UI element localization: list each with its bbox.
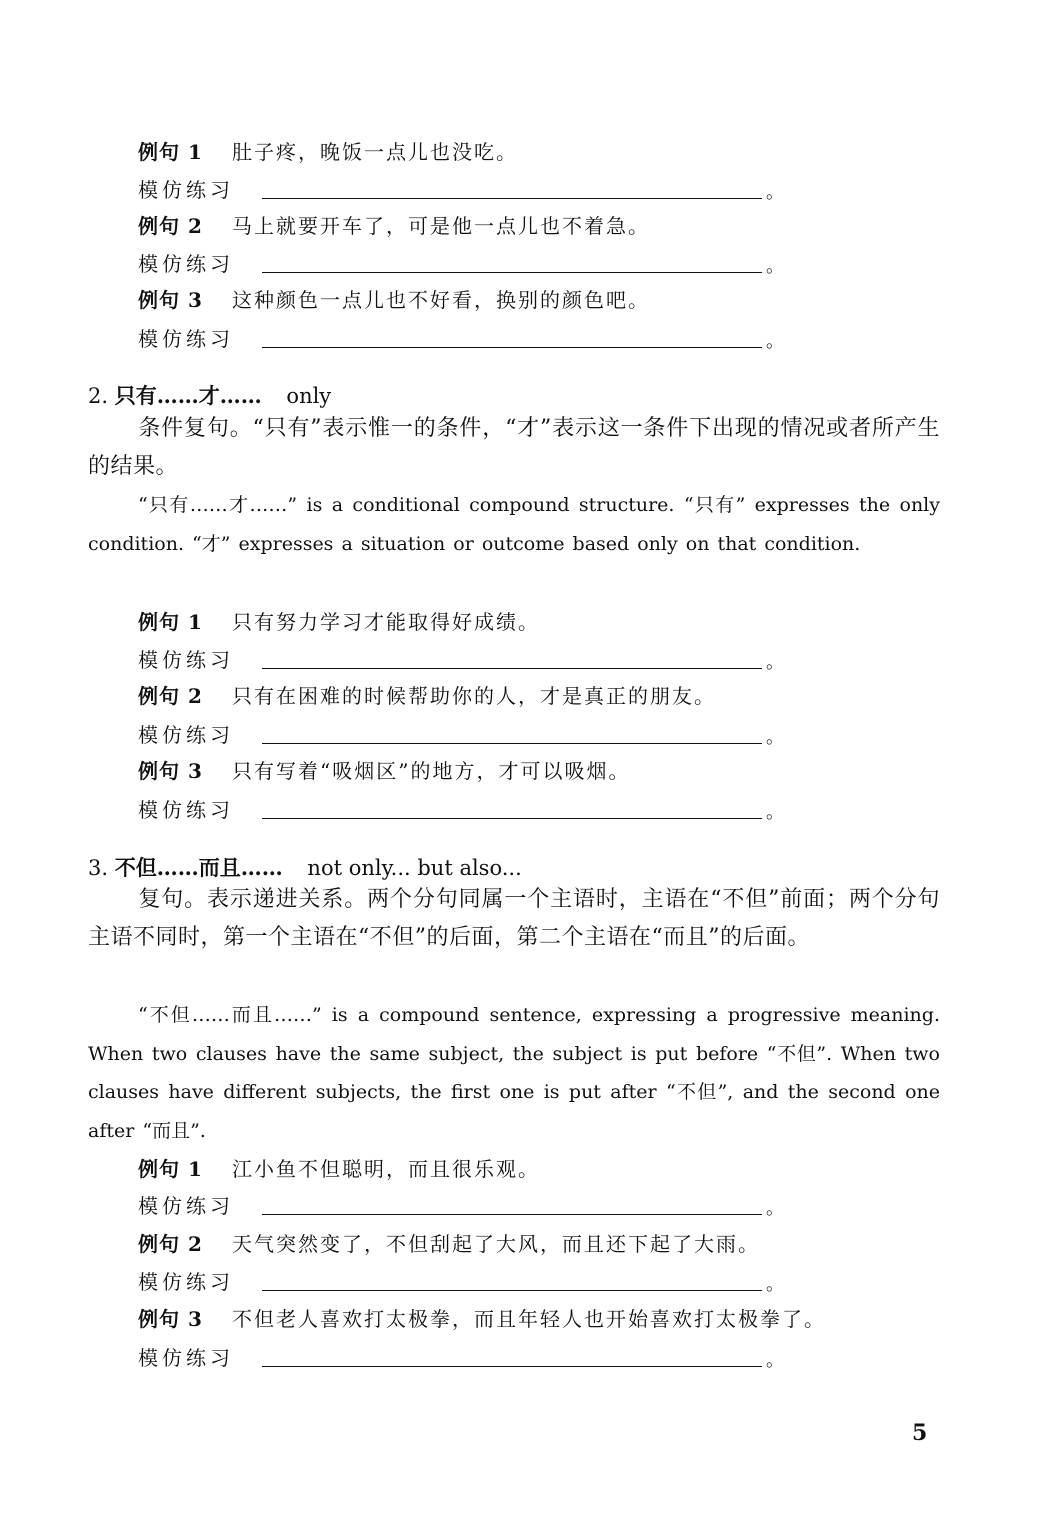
practice-answer-line[interactable] xyxy=(262,198,762,199)
practice-period: 。 xyxy=(766,182,784,203)
practice-period: 。 xyxy=(766,652,784,673)
grammar-pattern: 不但……而且…… xyxy=(114,855,283,880)
explanation-chinese: 复句。表示递进关系。两个分句同属一个主语时，主语在“不但”前面；两个分句主语不同时，第一个主语在“不但”的后面，第二个主语在“而且”的后面。 xyxy=(88,887,940,950)
explanation-english: “只有……才……” is a conditional compound structure. “只有” expresses the only condition. “才” expresses a situation or outcome based only on that condition. xyxy=(88,494,940,555)
example-sentence: 肚子疼，晚饭一点儿也没吃。 xyxy=(232,140,518,164)
explanation-english: “不但……而且……” is a compound sentence, expressing a progressive meaning. When two clauses have the same subject, the subject is put before “不但”. When two clauses have different subjects, the first one is put after “不但”, and the second one after “而且”. xyxy=(88,1004,940,1142)
practice-label: 模仿练习 xyxy=(138,178,234,202)
page-number: 5 xyxy=(912,1420,928,1446)
practice-period: 。 xyxy=(766,1350,784,1371)
example-row xyxy=(138,284,650,314)
practice-label: 模仿练习 xyxy=(138,1346,234,1370)
practice-period: 。 xyxy=(766,1198,784,1219)
example-sentence: 这种颜色一点儿也不好看，换别的颜色吧。 xyxy=(232,288,650,312)
practice-period: 。 xyxy=(766,1274,784,1295)
explanation-chinese: 条件复句。“只有”表示惟一的条件，“才”表示这一条件下出现的情况或者所产生的结果。 xyxy=(88,416,940,479)
practice-answer-line[interactable] xyxy=(262,1290,762,1291)
practice-period: 。 xyxy=(766,256,784,277)
example-label: 例句 1 xyxy=(138,140,203,164)
example-label: 例句 1 xyxy=(138,610,203,634)
example-row xyxy=(138,755,630,785)
example-sentence: 只有写着“吸烟区”的地方，才可以吸烟。 xyxy=(232,759,631,783)
grammar-pattern: 只有……才…… xyxy=(114,383,262,408)
practice-period: 。 xyxy=(766,331,784,352)
example-label: 例句 3 xyxy=(138,1307,203,1331)
section-heading xyxy=(88,852,522,882)
example-sentence: 天气突然变了，不但刮起了大风，而且还下起了大雨。 xyxy=(232,1232,760,1256)
practice-label: 模仿练习 xyxy=(138,327,234,351)
section-heading xyxy=(88,380,331,410)
example-row xyxy=(138,1153,540,1183)
pattern-gloss: only xyxy=(286,384,332,408)
practice-label: 模仿练习 xyxy=(138,798,234,822)
section-number: 3. xyxy=(88,856,109,880)
example-label: 例句 3 xyxy=(138,759,203,783)
example-label: 例句 2 xyxy=(138,214,203,238)
practice-label: 模仿练习 xyxy=(138,252,234,276)
example-row xyxy=(138,136,518,166)
practice-label: 模仿练习 xyxy=(138,1270,234,1294)
example-label: 例句 2 xyxy=(138,684,203,708)
example-sentence: 只有努力学习才能取得好成绩。 xyxy=(232,610,540,634)
practice-answer-line[interactable] xyxy=(262,743,762,744)
practice-answer-line[interactable] xyxy=(262,668,762,669)
example-label: 例句 1 xyxy=(138,1157,203,1181)
practice-answer-line[interactable] xyxy=(262,1366,762,1367)
practice-period: 。 xyxy=(766,727,784,748)
practice-label: 模仿练习 xyxy=(138,723,234,747)
section-number: 2. xyxy=(88,384,109,408)
example-row xyxy=(138,680,716,710)
pattern-gloss: not only... but also... xyxy=(307,856,522,880)
example-sentence: 不但老人喜欢打太极拳，而且年轻人也开始喜欢打太极拳了。 xyxy=(232,1307,826,1331)
practice-answer-line[interactable] xyxy=(262,1214,762,1215)
example-sentence: 马上就要开车了，可是他一点儿也不着急。 xyxy=(232,214,650,238)
practice-answer-line[interactable] xyxy=(262,272,762,273)
practice-answer-line[interactable] xyxy=(262,818,762,819)
practice-label: 模仿练习 xyxy=(138,648,234,672)
practice-period: 。 xyxy=(766,802,784,823)
example-row xyxy=(138,1228,760,1258)
example-row xyxy=(138,606,540,636)
example-row xyxy=(138,1303,826,1333)
example-sentence: 只有在困难的时候帮助你的人，才是真正的朋友。 xyxy=(232,684,716,708)
practice-label: 模仿练习 xyxy=(138,1194,234,1218)
practice-answer-line[interactable] xyxy=(262,347,762,348)
example-label: 例句 3 xyxy=(138,288,203,312)
example-row xyxy=(138,210,650,240)
example-sentence: 江小鱼不但聪明，而且很乐观。 xyxy=(232,1157,540,1181)
example-label: 例句 2 xyxy=(138,1232,203,1256)
